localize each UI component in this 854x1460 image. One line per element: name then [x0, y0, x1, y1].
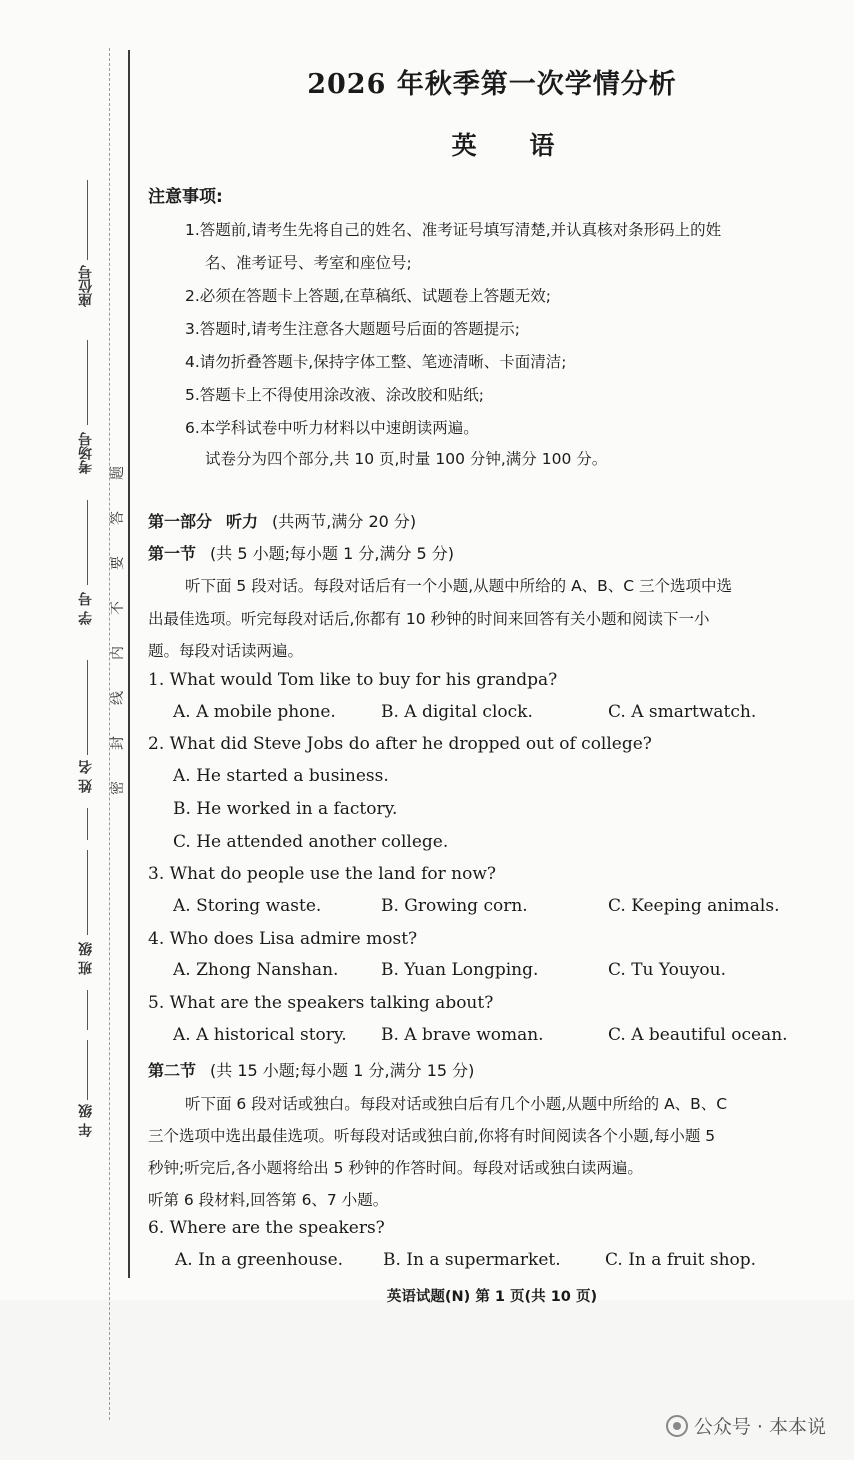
- seal-char: 要: [110, 556, 126, 570]
- name-field[interactable]: [72, 660, 102, 840]
- part1-label: 第一部分: [148, 512, 213, 531]
- notice-line: 试卷分为四个部分,共 10 页,时量 100 分钟,满分 100 分。: [205, 450, 608, 468]
- class-label: 班 级: [78, 942, 94, 975]
- answer-option: A. In a greenhouse.: [175, 1250, 344, 1270]
- part1-name: 听力: [226, 512, 259, 531]
- exam-room-label: 考场号: [78, 432, 94, 474]
- answer-option: A. Zhong Nanshan.: [173, 960, 339, 980]
- grade-field[interactable]: [72, 1040, 102, 1140]
- answer-option: B. He worked in a factory.: [173, 799, 398, 819]
- seal-char: 答: [110, 511, 126, 525]
- answer-option: C. A beautiful ocean.: [608, 1025, 788, 1045]
- question-stem: 4. Who does Lisa admire most?: [148, 929, 418, 949]
- notice-line: 1.答题前,请考生先将自己的姓名、准考证号填写清楚,并认真核对条形码上的姓: [185, 221, 722, 239]
- seal-char: 线: [110, 691, 126, 705]
- seal-char: 不: [110, 601, 126, 615]
- question-stem: 2. What did Steve Jobs do after he dropped out of college?: [148, 734, 652, 754]
- seal-char: 封: [110, 736, 126, 750]
- answer-option: A. A mobile phone.: [173, 702, 336, 722]
- answer-option: B. In a supermarket.: [383, 1250, 561, 1270]
- section1-instruction: 题。每段对话读两遍。: [148, 642, 304, 660]
- answer-option: B. Growing corn.: [381, 896, 528, 916]
- answer-option: B. A digital clock.: [381, 702, 533, 722]
- notice-line: 4.请勿折叠答题卡,保持字体工整、笔迹清晰、卡面清洁;: [185, 353, 567, 371]
- question-stem: 1. What would Tom like to buy for his grandpa?: [148, 670, 558, 690]
- notice-line: 名、准考证号、考室和座位号;: [205, 254, 412, 272]
- seat-number-field[interactable]: [72, 180, 102, 330]
- notice-line: 3.答题时,请考生注意各大题题号后面的答题提示;: [185, 320, 520, 338]
- answer-option: C. Keeping animals.: [608, 896, 780, 916]
- part1-note: (共两节,满分 20 分): [272, 512, 417, 531]
- student-number-label: 学 号: [78, 592, 94, 625]
- seal-char: 题: [110, 466, 126, 480]
- question-stem: 6. Where are the speakers?: [148, 1218, 385, 1238]
- notice-heading: 注意事项:: [148, 187, 223, 207]
- seal-line-text: [111, 462, 129, 822]
- section1-instruction: 听下面 5 段对话。每段对话后有一个小题,从题中所给的 A、B、C 三个选项中选: [185, 577, 733, 595]
- grade-label: 年 级: [78, 1104, 94, 1137]
- name-label: 姓 名: [78, 760, 94, 793]
- watermark: [666, 1412, 826, 1439]
- notice-line: 2.必须在答题卡上答题,在草稿纸、试题卷上答题无效;: [185, 287, 551, 305]
- answer-option: A. Storing waste.: [173, 896, 322, 916]
- answer-option: C. In a fruit shop.: [605, 1250, 757, 1270]
- part1-heading: [148, 509, 416, 532]
- section2-instruction: 听下面 6 段对话或独白。每段对话或独白后有几个小题,从题中所给的 A、B、C: [185, 1095, 728, 1113]
- question-stem: 3. What do people use the land for now?: [148, 864, 496, 884]
- section2-instruction: 秒钟;听完后,各小题将给出 5 秒钟的作答时间。每段对话或独白读两遍。: [148, 1159, 643, 1177]
- section1-label: 第一节: [148, 544, 197, 563]
- wechat-official-account-icon: [666, 1415, 688, 1437]
- exam-room-field[interactable]: [72, 340, 102, 490]
- answer-option: C. He attended another college.: [173, 832, 449, 852]
- subject-title: 英 语: [451, 131, 577, 160]
- student-number-field[interactable]: [72, 500, 102, 650]
- seal-char: 内: [110, 646, 126, 660]
- answer-option: B. Yuan Longping.: [381, 960, 539, 980]
- answer-option: A. A historical story.: [173, 1025, 347, 1045]
- section1-heading: [148, 541, 454, 564]
- class-field[interactable]: [72, 850, 102, 1030]
- page-footer: 英语试题(N) 第 1 页(共 10 页): [386, 1289, 598, 1305]
- section1-instruction: 出最佳选项。听完每段对话后,你都有 10 秒钟的时间来回答有关小题和阅读下一小: [148, 610, 710, 628]
- notice-line: 6.本学科试卷中听力材料以中速朗读两遍。: [185, 419, 479, 437]
- section2-instruction: 三个选项中选出最佳选项。听每段对话或独白前,你将有时间阅读各个小题,每小题 5: [148, 1127, 716, 1145]
- answer-option: C. A smartwatch.: [608, 702, 757, 722]
- section2-heading: [148, 1058, 474, 1081]
- watermark-text: 公众号 · 本本说: [693, 1416, 826, 1438]
- answer-option: B. A brave woman.: [381, 1025, 544, 1045]
- question-stem: 5. What are the speakers talking about?: [148, 993, 494, 1013]
- material-note: 听第 6 段材料,回答第 6、7 小题。: [148, 1191, 389, 1209]
- answer-option: A. He started a business.: [173, 766, 389, 786]
- exam-title: 2026 年秋季第一次学情分析: [307, 69, 677, 100]
- section2-label: 第二节: [148, 1061, 197, 1080]
- section2-note: (共 15 小题;每小题 1 分,满分 15 分): [210, 1061, 475, 1080]
- notice-line: 5.答题卡上不得使用涂改液、涂改胶和贴纸;: [185, 386, 485, 404]
- seat-number-label: 座位号: [78, 265, 94, 307]
- seal-char: 密: [110, 781, 126, 795]
- answer-option: C. Tu Youyou.: [608, 960, 727, 980]
- section1-note: (共 5 小题;每小题 1 分,满分 5 分): [210, 544, 455, 563]
